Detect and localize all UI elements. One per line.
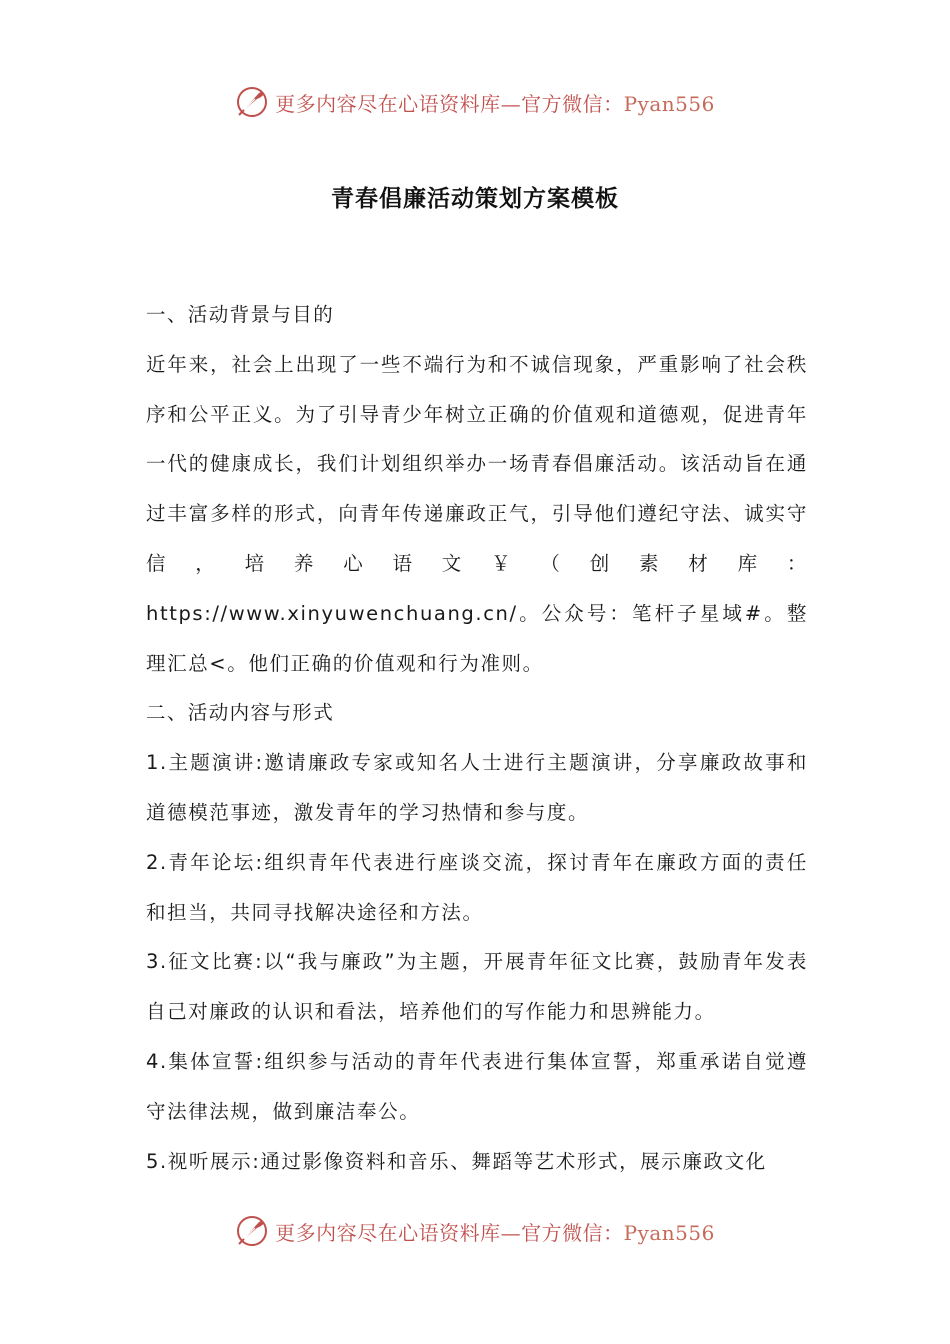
banner-slogan: 更多内容尽在心语资料库—官方微信： [275, 91, 624, 116]
document-body [146, 290, 808, 1186]
section-heading: 一、活动背景与目的 [146, 303, 335, 326]
list-item: 3.征文比赛:以“我与廉政”为主题，开展青年征文比赛，鼓励青年发表自己对廉政的认识和看法，培养他们的写作能力和思辨能力。 [146, 950, 808, 1024]
section-heading: 二、活动内容与形式 [146, 701, 335, 725]
header-banner [0, 77, 950, 127]
paragraph: 近年来，社会上出现了一些不端行为和不诚信现象，严重影响了社会秩序和公平正义。为了引导青少年树立正确的价值观和道德观，促进青年一代的健康成长，我们计划组织举办一场青春倡廉活动。该活动旨在通过丰富多样的形式，向青年传递廉政正气，引导他们遵纪守法、诚实守信，培养心语文￥（创素材库：https://www.xinyuwenchuang.cn/。公众号：笔杆子星域#。整理汇总<。他们正确的价值观和行为准则。 [146, 352, 808, 675]
wechat-id: Pyan556 [623, 1220, 715, 1245]
banner-slogan: 更多内容尽在心语资料库—官方微信： [275, 1220, 624, 1245]
document-title: 青春倡廉活动策划方案模板 [331, 186, 619, 212]
list-item: 4.集体宣誓:组织参与活动的青年代表进行集体宣誓，郑重承诺自觉遵守法律法规，做到廉洁奉公。 [146, 1049, 808, 1123]
list-item: 2.青年论坛:组织青年代表进行座谈交流，探讨青年在廉政方面的责任和担当，共同寻找解决途径和方法。 [146, 850, 808, 924]
quill-pen-logo-icon [235, 1214, 269, 1248]
quill-pen-logo-icon [235, 85, 269, 119]
wechat-id: Pyan556 [623, 91, 715, 116]
banner-text [275, 1217, 715, 1246]
footer-banner [0, 1206, 950, 1256]
list-item: 5.视听展示:通过影像资料和音乐、舞蹈等艺术形式，展示廉政文化 [146, 1149, 767, 1173]
list-item: 1.主题演讲:邀请廉政专家或知名人士进行主题演讲，分享廉政故事和道德模范事迹，激发青年的学习热情和参与度。 [146, 751, 808, 824]
banner-text [275, 88, 715, 117]
